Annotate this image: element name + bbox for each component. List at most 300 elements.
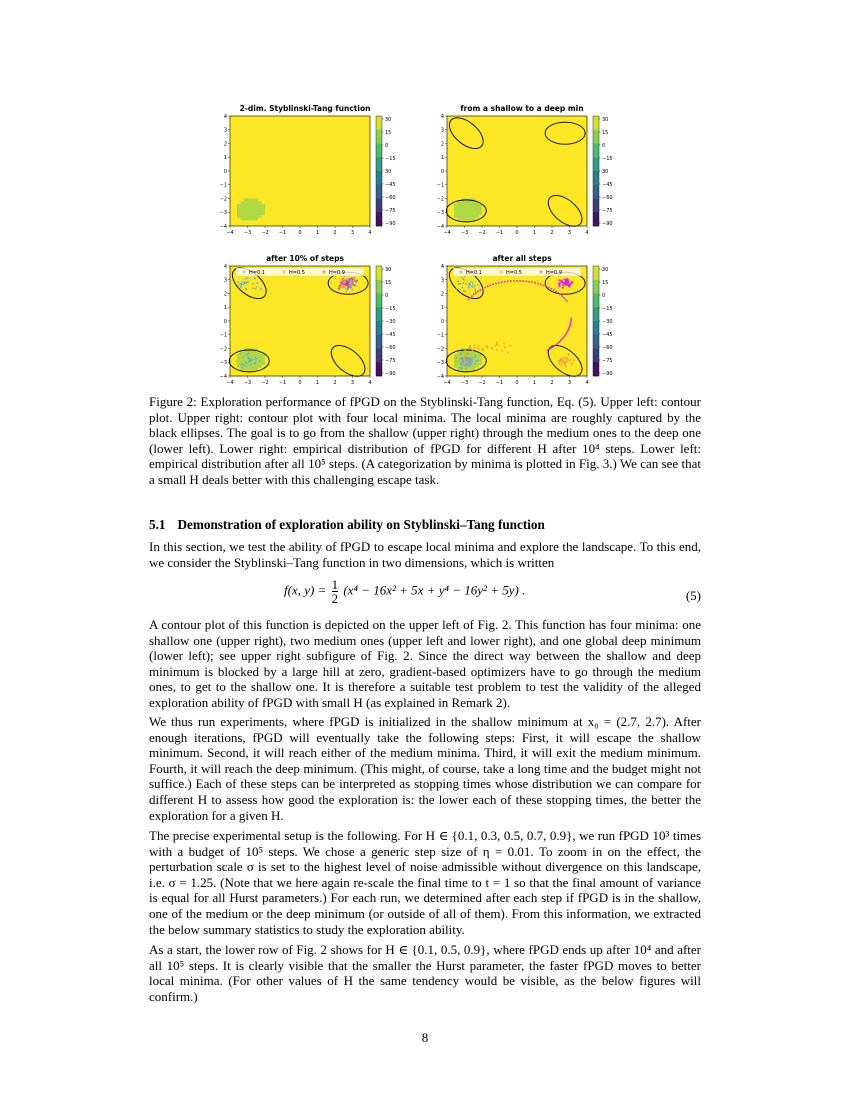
- contour-cell: [360, 138, 364, 141]
- contour-cell: [248, 368, 252, 371]
- contour-cell: [493, 212, 497, 215]
- contour-cell: [356, 160, 360, 163]
- contour-cell: [346, 362, 350, 365]
- contour-cell: [486, 155, 490, 158]
- contour-cell: [570, 221, 574, 224]
- contour-cell: [230, 188, 234, 191]
- contour-cell: [493, 188, 497, 191]
- contour-cell: [265, 210, 269, 213]
- contour-cell: [514, 188, 518, 191]
- contour-cell: [353, 296, 357, 299]
- contour-cell: [279, 124, 283, 127]
- contour-cell: [517, 185, 521, 188]
- contour-cell: [234, 294, 238, 297]
- contour-cell: [517, 152, 521, 155]
- contour-cell: [318, 190, 322, 193]
- contour-cell: [272, 149, 276, 152]
- contour-cell: [304, 135, 308, 138]
- contour-cell: [535, 157, 539, 160]
- contour-cell: [311, 127, 315, 130]
- contour-cell: [283, 204, 287, 207]
- contour-cell: [342, 218, 346, 221]
- contour-cell: [262, 149, 266, 152]
- contour-cell: [570, 212, 574, 215]
- contour-cell: [360, 190, 364, 193]
- contour-cell: [234, 185, 238, 188]
- contour-cell: [339, 144, 343, 147]
- contour-cell: [314, 193, 318, 196]
- contour-cell: [542, 218, 546, 221]
- contour-cell: [311, 163, 315, 166]
- contour-cell: [276, 177, 280, 180]
- contour-cell: [251, 185, 255, 188]
- contour-cell: [346, 351, 350, 354]
- contour-cell: [328, 201, 332, 204]
- contour-cell: [244, 207, 248, 210]
- contour-cell: [311, 160, 315, 163]
- contour-cell: [286, 365, 290, 368]
- contour-cell: [556, 221, 560, 224]
- contour-cell: [241, 305, 245, 308]
- contour-cell: [265, 299, 269, 302]
- x-tick-label: 0: [298, 380, 302, 386]
- contour-cell: [241, 160, 245, 163]
- contour-cell: [290, 116, 294, 119]
- contour-cell: [248, 160, 252, 163]
- contour-cell: [489, 190, 493, 193]
- contour-cell: [325, 349, 329, 352]
- contour-cell: [332, 351, 336, 354]
- contour-cell: [325, 316, 329, 319]
- contour-cell: [241, 149, 245, 152]
- contour-cell: [286, 127, 290, 130]
- contour-cell: [339, 188, 343, 191]
- contour-cell: [486, 163, 490, 166]
- contour-cell: [300, 130, 304, 133]
- contour-cell: [549, 135, 553, 138]
- colorbar-segment: [376, 307, 382, 321]
- contour-cell: [339, 310, 343, 313]
- contour-cell: [237, 338, 241, 341]
- contour-cell: [290, 141, 294, 144]
- contour-cell: [248, 119, 252, 122]
- contour-cell: [514, 207, 518, 210]
- contour-cell: [563, 212, 567, 215]
- contour-cell: [559, 179, 563, 182]
- contour-cell: [524, 122, 528, 125]
- contour-cell: [279, 335, 283, 338]
- contour-cell: [580, 130, 584, 133]
- contour-cell: [563, 168, 567, 171]
- contour-cell: [272, 160, 276, 163]
- contour-cell: [244, 335, 248, 338]
- contour-cell: [535, 135, 539, 138]
- contour-cell: [286, 221, 290, 224]
- contour-cell: [300, 280, 304, 283]
- contour-cell: [286, 157, 290, 160]
- contour-cell: [300, 277, 304, 280]
- contour-cell: [479, 171, 483, 174]
- contour-cell: [479, 168, 483, 171]
- contour-cell: [538, 188, 542, 191]
- contour-cell: [328, 318, 332, 321]
- contour-cell: [363, 135, 367, 138]
- contour-cell: [556, 201, 560, 204]
- contour-cell: [311, 149, 315, 152]
- contour-cell: [244, 124, 248, 127]
- contour-cell: [353, 299, 357, 302]
- contour-cell: [475, 171, 479, 174]
- contour-cell: [507, 144, 511, 147]
- contour-cell: [265, 313, 269, 316]
- contour-cell: [258, 146, 262, 149]
- contour-cell: [297, 174, 301, 177]
- contour-cell: [314, 144, 318, 147]
- contour-cell: [244, 324, 248, 327]
- contour-cell: [318, 294, 322, 297]
- contour-cell: [577, 193, 581, 196]
- contour-cell: [580, 149, 584, 152]
- contour-cell: [479, 221, 483, 224]
- contour-cell: [307, 283, 311, 286]
- contour-cell: [349, 201, 353, 204]
- contour-cell: [293, 343, 297, 346]
- contour-cell: [356, 201, 360, 204]
- contour-cell: [237, 340, 241, 343]
- contour-cell: [307, 329, 311, 332]
- contour-cell: [542, 141, 546, 144]
- contour-cell: [363, 307, 367, 310]
- contour-cell: [521, 174, 525, 177]
- contour-cell: [314, 138, 318, 141]
- contour-cell: [566, 152, 570, 155]
- contour-cell: [356, 138, 360, 141]
- contour-cell: [283, 302, 287, 305]
- contour-cell: [346, 201, 350, 204]
- contour-cell: [335, 307, 339, 310]
- contour-cell: [363, 177, 367, 180]
- contour-cell: [290, 313, 294, 316]
- contour-cell: [549, 155, 553, 158]
- contour-cell: [262, 307, 266, 310]
- contour-cell: [479, 116, 483, 119]
- contour-cell: [346, 365, 350, 368]
- contour-cell: [248, 116, 252, 119]
- contour-cell: [311, 122, 315, 125]
- contour-cell: [503, 177, 507, 180]
- contour-cell: [353, 199, 357, 202]
- contour-cell: [332, 305, 336, 308]
- contour-cell: [269, 122, 273, 125]
- contour-cell: [241, 215, 245, 218]
- contour-cell: [458, 146, 462, 149]
- contour-cell: [507, 212, 511, 215]
- contour-cell: [451, 171, 455, 174]
- contour-cell: [230, 218, 234, 221]
- contour-cell: [297, 280, 301, 283]
- contour-cell: [241, 299, 245, 302]
- contour-cell: [363, 163, 367, 166]
- contour-cell: [325, 218, 329, 221]
- contour-cell: [360, 332, 364, 335]
- contour-cell: [237, 155, 241, 158]
- contour-cell: [321, 327, 325, 330]
- contour-cell: [489, 163, 493, 166]
- contour-cell: [297, 368, 301, 371]
- contour-cell: [482, 174, 486, 177]
- contour-cell: [265, 163, 269, 166]
- contour-cell: [283, 124, 287, 127]
- contour-cell: [269, 149, 273, 152]
- contour-cell: [458, 133, 462, 136]
- contour-cell: [556, 177, 560, 180]
- contour-cell: [556, 116, 560, 119]
- contour-cell: [346, 307, 350, 310]
- contour-cell: [489, 168, 493, 171]
- contour-cell: [272, 368, 276, 371]
- contour-cell: [349, 190, 353, 193]
- contour-cell: [307, 152, 311, 155]
- contour-cell: [279, 357, 283, 360]
- contour-cell: [465, 122, 469, 125]
- contour-cell: [356, 221, 360, 224]
- contour-cell: [538, 210, 542, 213]
- contour-cell: [339, 215, 343, 218]
- contour-cell: [461, 127, 465, 130]
- contour-cell: [276, 127, 280, 130]
- contour-cell: [234, 332, 238, 335]
- contour-cell: [349, 218, 353, 221]
- contour-cell: [482, 157, 486, 160]
- contour-cell: [451, 221, 455, 224]
- contour-cell: [349, 168, 353, 171]
- contour-cell: [521, 119, 525, 122]
- contour-cell: [314, 316, 318, 319]
- contour-cell: [496, 127, 500, 130]
- contour-cell: [514, 179, 518, 182]
- contour-cell: [328, 168, 332, 171]
- contour-cell: [304, 182, 308, 185]
- y-tick-label: −2: [220, 346, 227, 353]
- contour-cell: [461, 133, 465, 136]
- contour-cell: [542, 207, 546, 210]
- contour-cell: [272, 204, 276, 207]
- contour-cell: [363, 294, 367, 297]
- contour-cell: [251, 171, 255, 174]
- contour-cell: [346, 138, 350, 141]
- contour-cell: [276, 182, 280, 185]
- contour-cell: [363, 340, 367, 343]
- contour-cell: [279, 307, 283, 310]
- contour-cell: [535, 133, 539, 136]
- contour-cell: [349, 343, 353, 346]
- contour-cell: [258, 190, 262, 193]
- contour-cell: [297, 201, 301, 204]
- contour-cell: [451, 155, 455, 158]
- contour-cell: [573, 135, 577, 138]
- contour-cell: [237, 329, 241, 332]
- contour-cell: [489, 185, 493, 188]
- contour-cell: [465, 168, 469, 171]
- contour-cell: [482, 196, 486, 199]
- contour-cell: [265, 124, 269, 127]
- contour-cell: [500, 168, 504, 171]
- contour-cell: [276, 360, 280, 363]
- contour-cell: [346, 182, 350, 185]
- contour-cell: [538, 127, 542, 130]
- contour-cell: [535, 185, 539, 188]
- contour-cell: [517, 215, 521, 218]
- contour-cell: [472, 168, 476, 171]
- panel-contour: [220, 104, 420, 244]
- contour-cell: [290, 210, 294, 213]
- contour-cell: [363, 127, 367, 130]
- contour-cell: [314, 283, 318, 286]
- contour-cell: [356, 130, 360, 133]
- contour-cell: [304, 127, 308, 130]
- contour-cell: [552, 210, 556, 213]
- contour-cell: [269, 182, 273, 185]
- contour-cell: [265, 218, 269, 221]
- contour-cell: [328, 302, 332, 305]
- contour-cell: [272, 288, 276, 291]
- contour-cell: [283, 338, 287, 341]
- colorbar-segment: [376, 212, 382, 226]
- colorbar-segment: [376, 266, 382, 280]
- contour-cell: [244, 141, 248, 144]
- contour-cell: [244, 133, 248, 136]
- contour-cell: [230, 135, 234, 138]
- contour-cell: [265, 141, 269, 144]
- contour-cell: [563, 177, 567, 180]
- contour-cell: [283, 168, 287, 171]
- contour-cell: [255, 138, 259, 141]
- contour-cell: [300, 160, 304, 163]
- contour-cell: [328, 296, 332, 299]
- contour-cell: [577, 133, 581, 136]
- contour-cell: [353, 210, 357, 213]
- contour-cell: [363, 299, 367, 302]
- contour-cell: [556, 168, 560, 171]
- contour-cell: [286, 119, 290, 122]
- contour-cell: [493, 210, 497, 213]
- contour-cell: [272, 163, 276, 166]
- contour-cell: [475, 166, 479, 169]
- contour-cell: [528, 144, 532, 147]
- contour-cell: [486, 141, 490, 144]
- contour-cell: [300, 299, 304, 302]
- colorbar-label: 15: [385, 279, 392, 286]
- contour-cell: [311, 190, 315, 193]
- contour-cell: [577, 146, 581, 149]
- contour-cell: [349, 340, 353, 343]
- contour-cell: [545, 122, 549, 125]
- contour-cell: [461, 152, 465, 155]
- contour-cell: [297, 133, 301, 136]
- contour-cell: [342, 127, 346, 130]
- contour-cell: [451, 185, 455, 188]
- contour-cell: [230, 215, 234, 218]
- contour-cell: [346, 193, 350, 196]
- contour-cell: [286, 138, 290, 141]
- contour-cell: [335, 188, 339, 191]
- contour-cell: [262, 163, 266, 166]
- contour-cell: [447, 177, 451, 180]
- contour-cell: [503, 182, 507, 185]
- contour-cell: [510, 155, 514, 158]
- contour-cell: [248, 215, 252, 218]
- contour-cell: [538, 185, 542, 188]
- contour-cell: [545, 221, 549, 224]
- contour-cell: [297, 288, 301, 291]
- contour-cell: [265, 146, 269, 149]
- contour-cell: [489, 182, 493, 185]
- contour-cell: [514, 166, 518, 169]
- contour-cell: [258, 210, 262, 213]
- contour-cell: [311, 360, 315, 363]
- contour-cell: [510, 212, 514, 215]
- contour-cell: [538, 133, 542, 136]
- contour-cell: [454, 119, 458, 122]
- contour-cell: [300, 346, 304, 349]
- contour-cell: [269, 185, 273, 188]
- contour-cell: [360, 316, 364, 319]
- contour-cell: [458, 119, 462, 122]
- contour-cell: [304, 119, 308, 122]
- contour-cell: [297, 207, 301, 210]
- contour-cell: [314, 149, 318, 152]
- contour-cell: [542, 190, 546, 193]
- contour-cell: [531, 135, 535, 138]
- contour-cell: [258, 174, 262, 177]
- contour-cell: [237, 141, 241, 144]
- contour-cell: [528, 218, 532, 221]
- contour-cell: [349, 299, 353, 302]
- contour-cell: [237, 346, 241, 349]
- contour-cell: [346, 179, 350, 182]
- contour-cell: [468, 218, 472, 221]
- contour-cell: [479, 124, 483, 127]
- contour-cell: [349, 204, 353, 207]
- contour-cell: [510, 179, 514, 182]
- contour-cell: [524, 116, 528, 119]
- contour-cell: [528, 171, 532, 174]
- contour-cell: [528, 199, 532, 202]
- contour-cell: [342, 155, 346, 158]
- contour-cell: [545, 210, 549, 213]
- contour-cell: [465, 185, 469, 188]
- contour-cell: [531, 141, 535, 144]
- contour-cell: [307, 201, 311, 204]
- contour-cell: [304, 177, 308, 180]
- contour-cell: [454, 152, 458, 155]
- contour-cell: [255, 307, 259, 310]
- contour-cell: [356, 146, 360, 149]
- contour-cell: [577, 177, 581, 180]
- contour-cell: [272, 302, 276, 305]
- contour-cell: [314, 349, 318, 352]
- contour-cell: [258, 133, 262, 136]
- contour-cell: [458, 152, 462, 155]
- contour-cell: [363, 174, 367, 177]
- contour-cell: [465, 130, 469, 133]
- contour-cell: [360, 201, 364, 204]
- contour-cell: [307, 122, 311, 125]
- contour-cell: [286, 371, 290, 374]
- contour-cell: [321, 362, 325, 365]
- contour-cell: [237, 160, 241, 163]
- contour-cell: [531, 218, 535, 221]
